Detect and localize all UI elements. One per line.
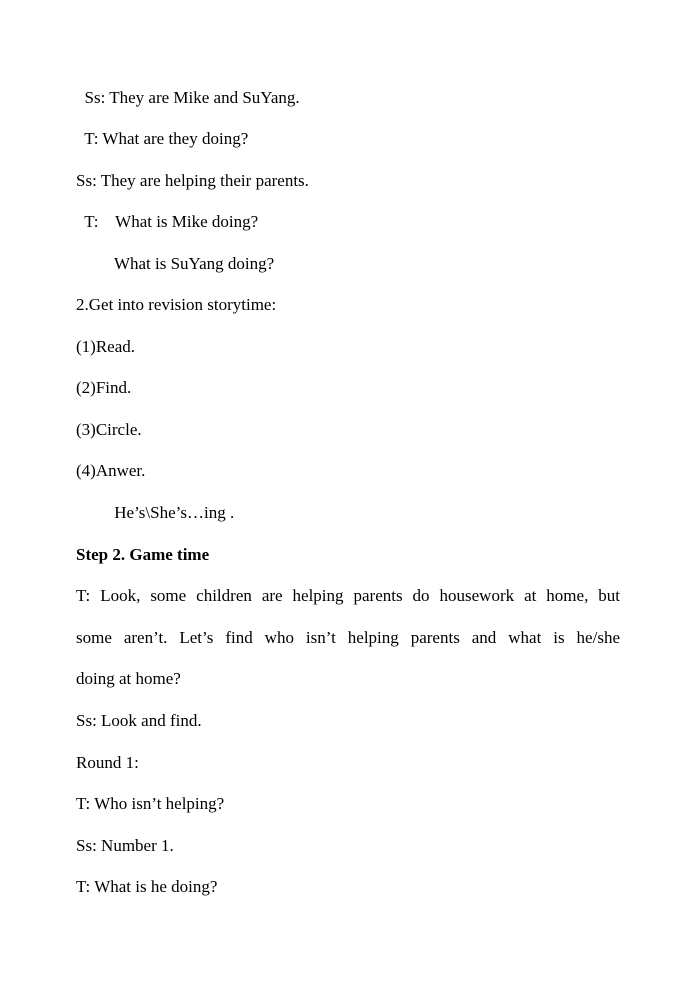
- dialogue-line-who: T: Who isn’t helping?: [76, 794, 225, 813]
- step-heading: Step 2. Game time: [76, 545, 210, 564]
- list-item-circle: (3)Circle.: [76, 420, 142, 439]
- paragraph-line-2: some aren’t. Let’s find who isn’t helping parents and what is he/she: [76, 628, 620, 647]
- list-item-find: (2)Find.: [76, 378, 132, 397]
- list-item-read: (1)Read.: [76, 337, 136, 356]
- dialogue-line-t-mike: T: What is Mike doing?: [76, 212, 259, 231]
- dialogue-line-ss-names: Ss: They are Mike and SuYang.: [76, 88, 300, 107]
- dialogue-line-ss-helping: Ss: They are helping their parents.: [76, 171, 309, 190]
- dialogue-line-number: Ss: Number 1.: [76, 836, 174, 855]
- paragraph-line-3: doing at home?: [76, 669, 181, 688]
- list-item-answer: (4)Anwer.: [76, 461, 146, 480]
- dialogue-line-suyang: What is SuYang doing?: [76, 254, 275, 273]
- dialogue-line-what-doing: T: What is he doing?: [76, 877, 218, 896]
- dialogue-line-t-question: T: What are they doing?: [76, 129, 249, 148]
- round-label: Round 1:: [76, 753, 139, 772]
- dialogue-line-look-find: Ss: Look and find.: [76, 711, 202, 730]
- sentence-pattern: He’s\She’s…ing .: [76, 503, 235, 522]
- section-heading-revision: 2.Get into revision storytime:: [76, 295, 277, 314]
- paragraph-line-1: T: Look, some children are helping parents do housework at home, but: [76, 586, 620, 605]
